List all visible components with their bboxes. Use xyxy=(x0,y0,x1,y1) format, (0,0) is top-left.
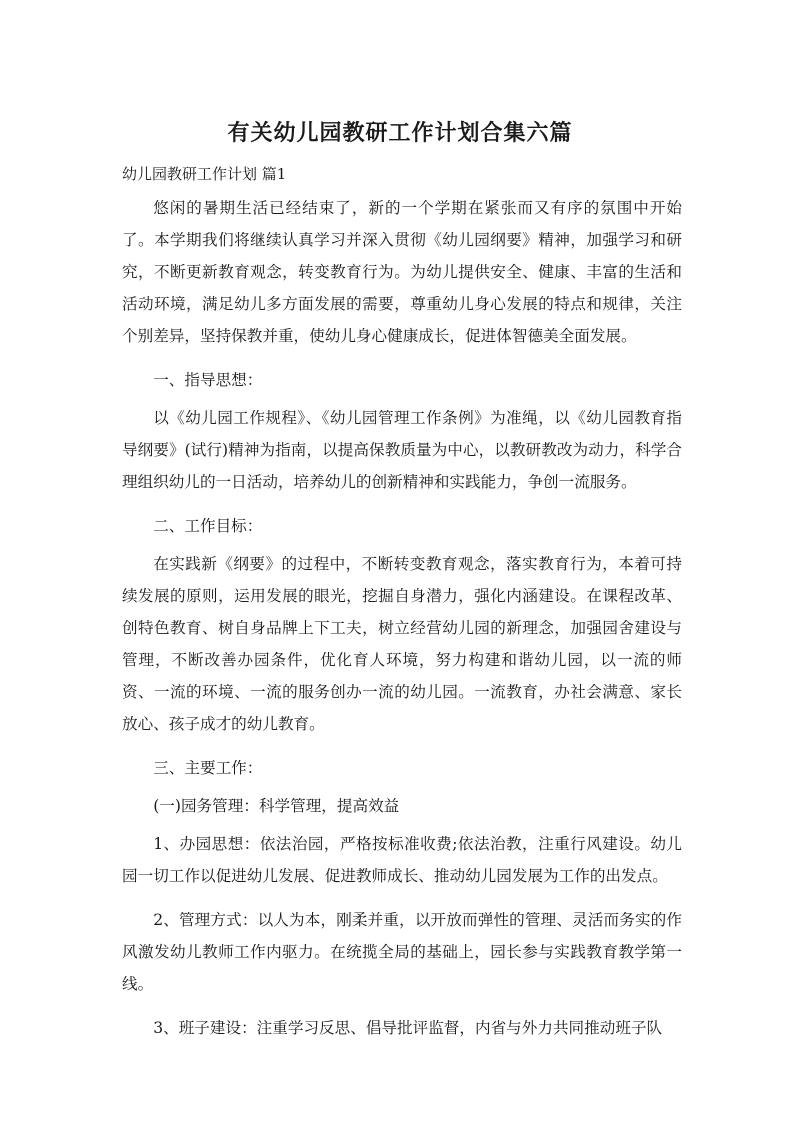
document-title: 有关幼儿园教研工作计划合集六篇 xyxy=(227,121,573,146)
work-goals-paragraph: 在实践新《纲要》的过程中，不断转变教育观念，落实教育行为，本着可持续发展的原则，运用发展的眼光，挖掘自身潜力，强化内涵建设。在课程改革、创特色教育、树自身品牌上下工夫，树立经营幼儿园的新理念，加强园舍建设与管理，不断改善办园条件，优化育人环境，努力构建和谐幼儿园，以一流的师资、一流的环境、一流的服务创办一流的幼儿园。一流教育，办社会满意、家长放心、孩子成才的幼儿教育。 xyxy=(122,555,682,733)
heading-guiding-ideology: 一、指导思想： xyxy=(153,371,263,389)
document-body xyxy=(122,192,682,1044)
guiding-ideology-paragraph: 以《幼儿园工作规程》、《幼儿园管理工作条例》为准绳，以《幼儿园教育指导纲要》(试行)精神为指南，以提高保教质量为中心，以教研教改为动力，科学合理组织幼儿的一日活动，培养幼儿的创新精神和实践能力，争创一流服务。 xyxy=(122,409,682,491)
heading-work-goals: 二、工作目标： xyxy=(153,517,263,535)
intro-paragraph: 悠闲的暑期生活已经结束了，新的一个学期在紧张而又有序的氛围中开始了。本学期我们将继续认真学习并深入贯彻《幼儿园纲要》精神，加强学习和研究，不断更新教育观念，转变教育行为。为幼儿提供安全、健康、丰富的生活和活动环境，满足幼儿多方面发展的需要，尊重幼儿身心发展的特点和规律，关注个别差异，坚持保教并重，使幼儿身心健康成长，促进体智德美全面发展。 xyxy=(122,199,682,345)
item-management-style: 2、管理方式：以人为本，刚柔并重，以开放而弹性的管理、灵活而务实的作风激发幼儿教师工作内驱力。在统揽全局的基础上，园长参与实践教育教学第一线。 xyxy=(122,911,682,993)
item-school-philosophy: 1、办园思想：依法治园，严格按标准收费;依法治教，注重行风建设。幼儿园一切工作以促进幼儿发展、促进教师成长、推动幼儿园发展为工作的出发点。 xyxy=(122,835,682,885)
heading-main-work: 三、主要工作： xyxy=(153,759,263,777)
subheading-administration: (一)园务管理：科学管理，提高效益 xyxy=(153,797,400,815)
section-subtitle: 幼儿园教研工作计划 篇1 xyxy=(122,165,287,183)
item-team-building: 3、班子建设：注重学习反思、倡导批评监督，内省与外力共同推动班子队 xyxy=(153,1019,663,1037)
